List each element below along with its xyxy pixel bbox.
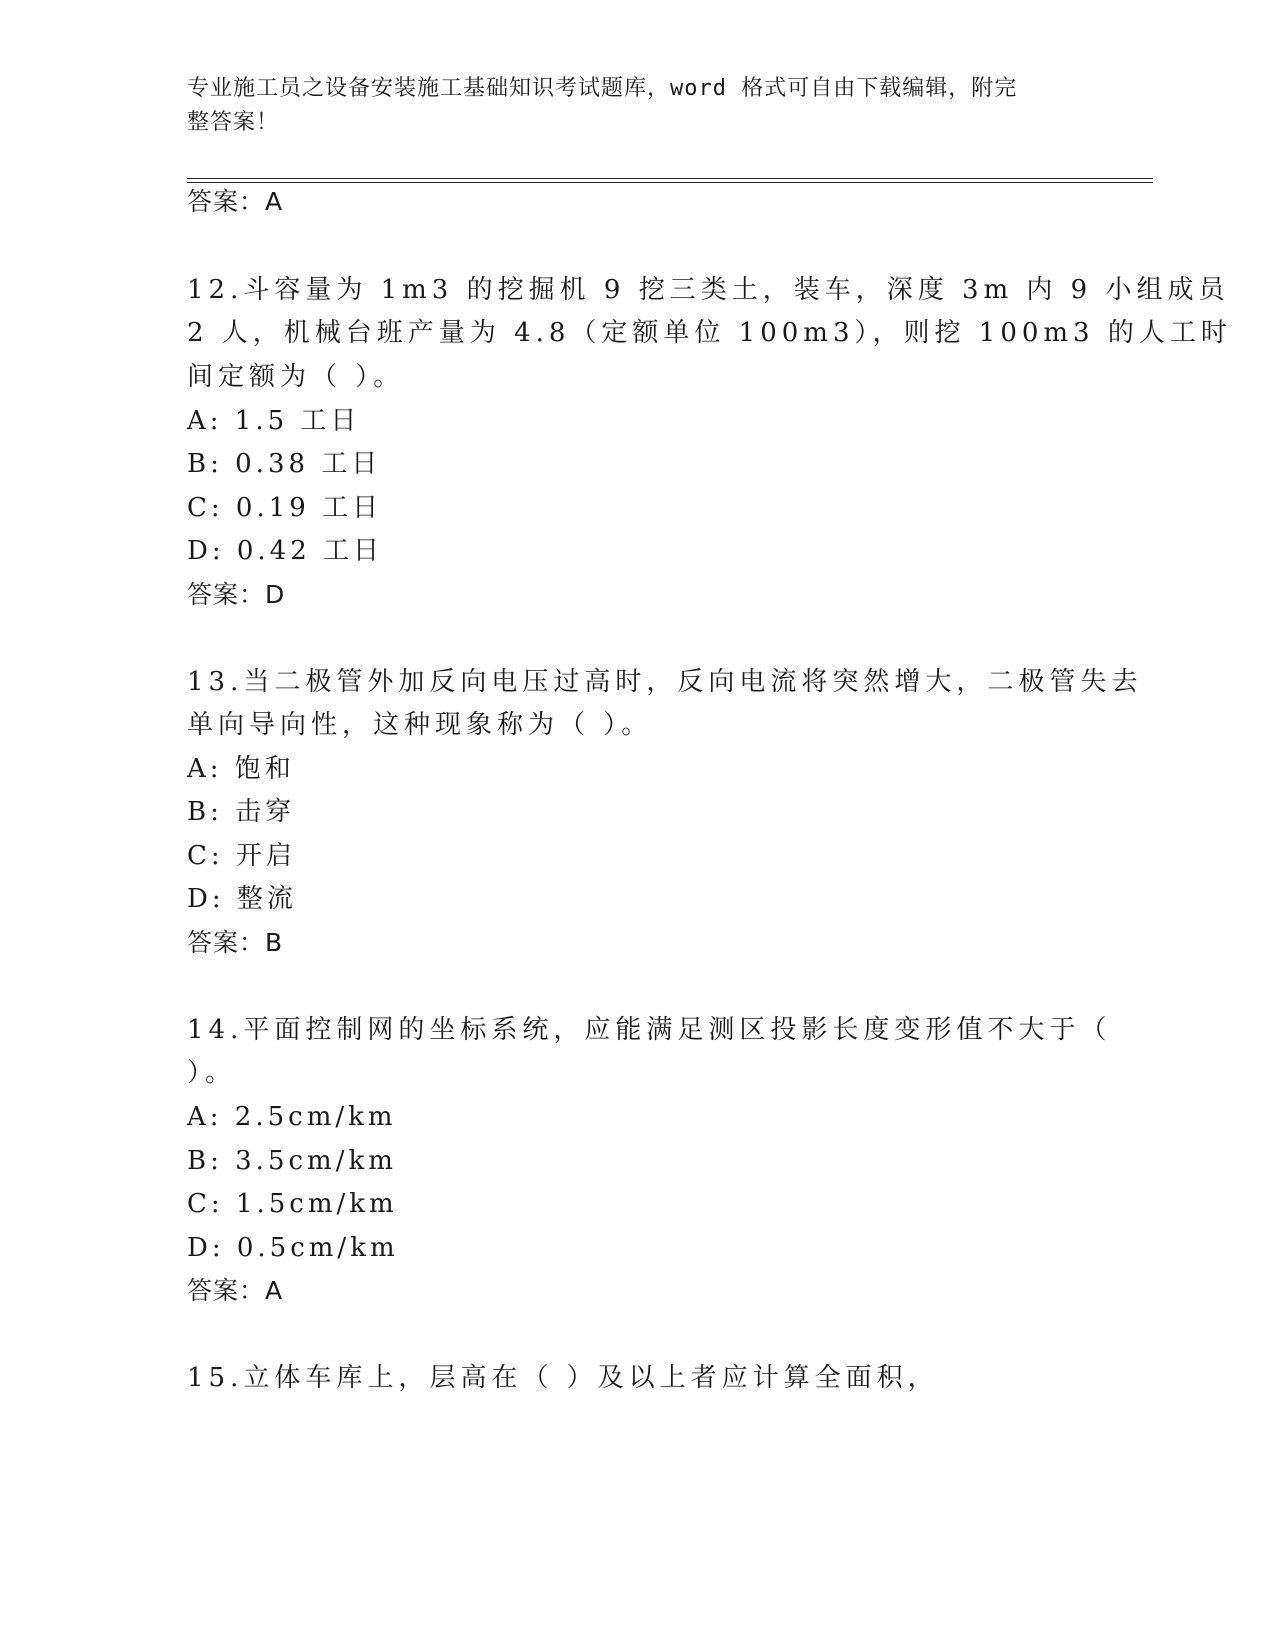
option-b: B: 3.5cm/km [187,1146,397,1176]
question-text-line: 单向导向性，这种现象称为（ ）。 [187,710,653,740]
option-c: C: 0.19 工日 [187,493,383,523]
option-c: C: 1.5cm/km [187,1189,398,1219]
header-divider-top [187,178,1153,179]
answer-line: 答案：A [187,187,284,216]
question-text-line: 14.平面控制网的坐标系统，应能满足测区投影长度变形值不大于（ [187,1015,1112,1045]
option-d: D: 0.42 工日 [187,536,384,566]
question-text-line: 2 人，机械台班产量为 4.8（定额单位 100m3），则挖 100m3 的人工时 [187,318,1232,348]
question-text-line: 13.当二极管外加反向电压过高时，反向电流将突然增大，二极管失去 [187,667,1143,697]
question-text-line: 15.立体车库上，层高在（ ）及以上者应计算全面积， [187,1363,939,1393]
document-header [187,72,1067,140]
option-b: B: 0.38 工日 [187,449,382,479]
option-d: D: 0.5cm/km [187,1233,399,1263]
header-line-2: 整答案！ [187,110,280,135]
question-text-line: 12.斗容量为 1m3 的挖掘机 9 挖三类土，装车，深度 3m 内 9 小组成员 [187,275,1230,305]
question-text-line: ）。 [187,1058,237,1088]
option-b: B: 击穿 [187,797,296,827]
option-a: A: 1.5 工日 [187,406,361,436]
option-c: C: 开启 [187,841,296,871]
option-a: A: 饱和 [187,754,295,784]
answer-line: 答案：B [187,928,284,957]
header-line-1: 专业施工员之设备安装施工基础知识考试题库，word 格式可自由下载编辑，附完 [187,76,1018,101]
option-d: D: 整流 [187,884,297,914]
question-text-line: 间定额为（ ）。 [187,362,405,392]
answer-line: 答案：D [187,580,286,609]
header-divider-bottom [187,182,1153,183]
option-a: A: 2.5cm/km [187,1102,397,1132]
answer-line: 答案：A [187,1276,284,1305]
